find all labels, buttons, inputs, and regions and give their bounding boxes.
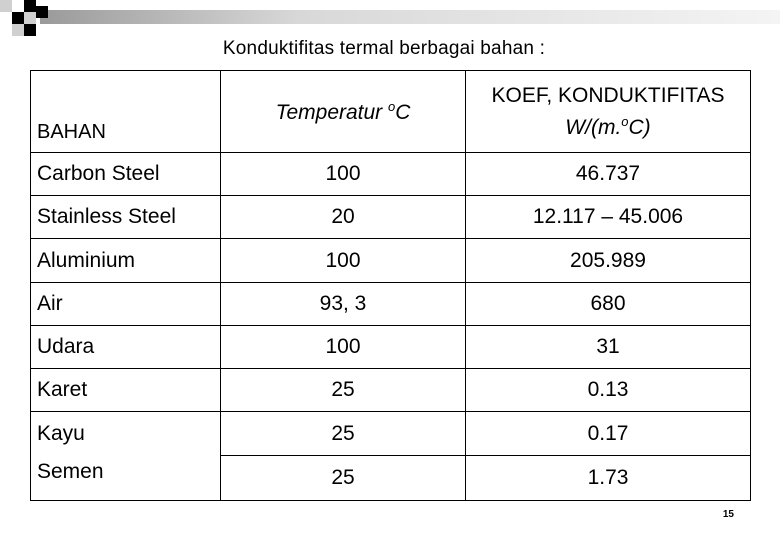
- cell-material: Kayu: [31, 412, 221, 456]
- cell-material: Stainless Steel: [31, 196, 221, 239]
- header-coefficient-unit: W/(m.$^o$C): [565, 113, 651, 139]
- header-coefficient: [466, 71, 751, 153]
- cell-coefficient: 31: [466, 326, 751, 369]
- table-row: [31, 326, 751, 369]
- cell-material: Karet: [31, 369, 221, 412]
- cell-coefficient: 0.17: [466, 412, 751, 456]
- cell-coefficient: 1.73: [466, 456, 751, 501]
- table-header-row: [31, 71, 751, 153]
- cell-material: Air: [31, 283, 221, 326]
- cell-coefficient: 205.989: [466, 239, 751, 283]
- header-coefficient-title: KOEF, KONDUKTIFITAS: [491, 83, 725, 107]
- header-temperature: Temperatur $^o$C: [221, 71, 466, 153]
- cell-material: Carbon Steel: [31, 153, 221, 196]
- cell-temperature: 20: [221, 196, 466, 239]
- cell-coefficient: 680: [466, 283, 751, 326]
- table-row: [31, 456, 751, 501]
- table-row: [31, 153, 751, 196]
- cell-material: Udara: [31, 326, 221, 369]
- cell-coefficient: 46.737: [466, 153, 751, 196]
- cell-temperature: 100: [221, 326, 466, 369]
- cell-material: Aluminium: [31, 239, 221, 283]
- cell-coefficient: 12.117 – 45.006: [466, 196, 751, 239]
- cell-temperature: 25: [221, 412, 466, 456]
- table-row: [31, 196, 751, 239]
- table-row: [31, 239, 751, 283]
- table-row: [31, 412, 751, 456]
- slide-title-text: Konduktifitas termal berbagai bahan :: [222, 38, 546, 59]
- cell-temperature: 100: [221, 153, 466, 196]
- cell-material: Semen: [31, 456, 221, 501]
- cell-coefficient: 0.13: [466, 369, 751, 412]
- cell-temperature: 25: [221, 369, 466, 412]
- cell-temperature: 100: [221, 239, 466, 283]
- table-row: [31, 369, 751, 412]
- cell-temperature: 25: [221, 456, 466, 501]
- table-row: [31, 283, 751, 326]
- cell-temperature: 93, 3: [221, 283, 466, 326]
- slide-title: [0, 38, 780, 60]
- header-material: BAHAN: [31, 71, 221, 153]
- page-number: 15: [722, 509, 734, 520]
- conductivity-table: [30, 70, 751, 501]
